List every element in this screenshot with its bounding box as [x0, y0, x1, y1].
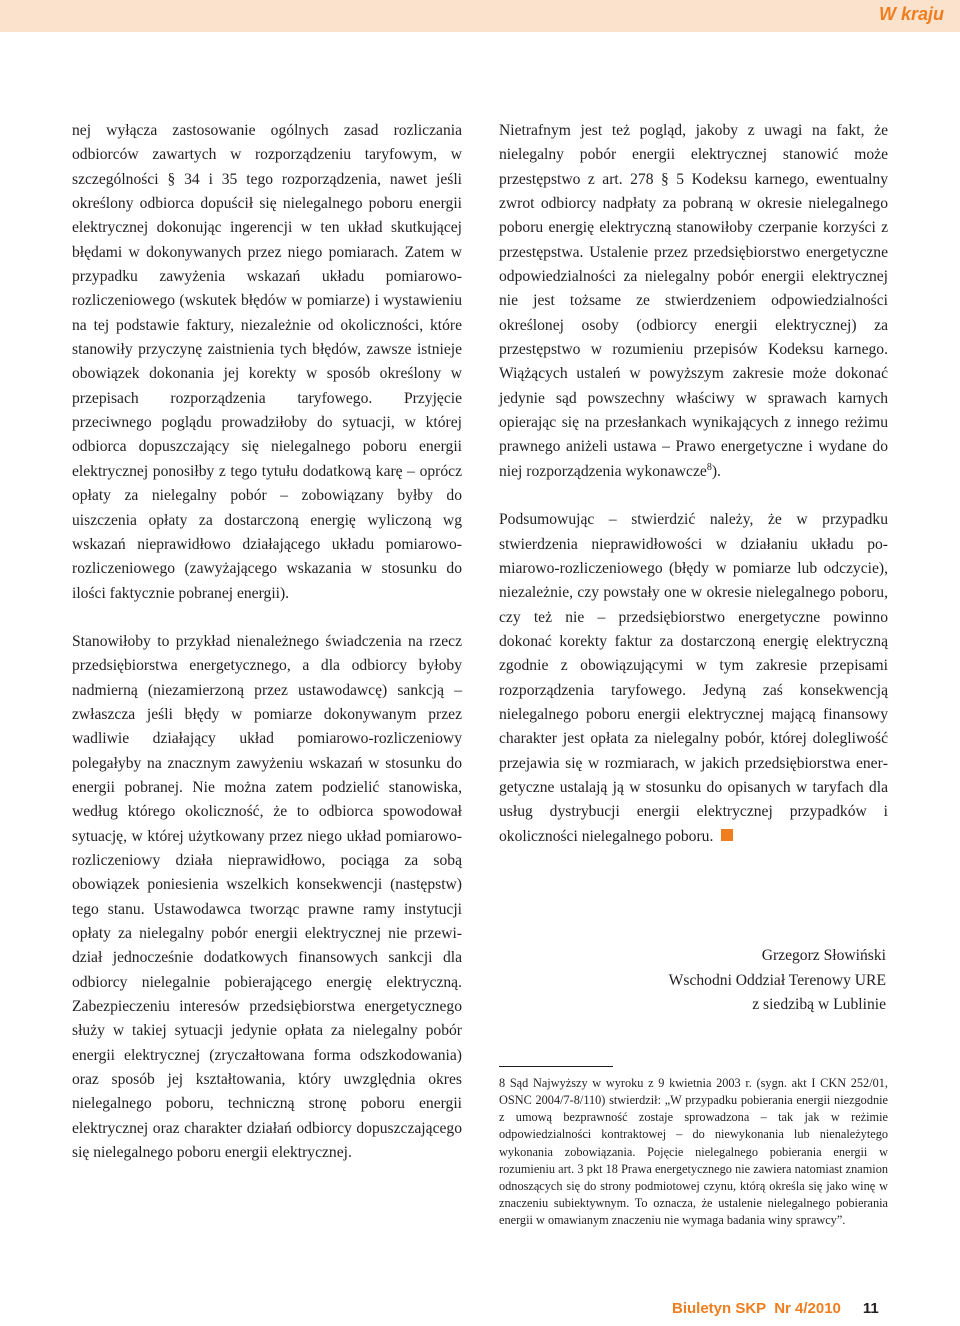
footnote-reference: 8 — [706, 461, 712, 473]
right-column — [499, 119, 888, 849]
end-of-article-square-icon — [721, 829, 733, 841]
page-footer — [672, 1300, 879, 1317]
left-column — [72, 119, 462, 1165]
paragraph-text: Podsumowując – stwierdzić należy, że w przypadku stwierdzenia nieprawidłowości w działaniu układu pomiarowo-rozliczeniowego (błędy w pomiarze lub odczycie), niezależnie, czy powstały one w okresie nielegalnego poboru, czy też nie – przedsiębiorstwo energetyczne powinno dokonać korekty faktur za dostarczoną energię elektryczną zgodnie z obowiązującymi w tym zakresie przepisami rozporządzenia taryfowego. Jedyną zaś konsekwencją nielegalnego poboru energii elektrycznej mającą finansowy charakter jest opłata za nielegalny pobór, której dolegliwość przejawia się w rozmiarach, w jakich przedsiębiorstwa energetyczne ustalają ją w stosunku do opisanych w taryfach dla usług dystrybucji energii elektrycznej przypadków i okoliczności nielegalnego poboru. — [499, 511, 888, 845]
paragraph-text: ). — [711, 462, 721, 480]
issue-number: Nr 4/2010 — [774, 1300, 841, 1317]
author-name: Grzegorz Słowiński — [761, 947, 886, 964]
section-title: W kraju — [878, 4, 944, 24]
paragraph: nej wyłącza zastosowanie ogólnych zasad rozliczania odbiorców zawartych w rozporządzeniu taryfowym, w szczególności § 34 i 35 tego rozporządzenia, nawet jeśli określony odbiorca dopuścił się nielegalnego poboru energii elektrycznej dokonując ingerencji w ten układ skutkującej błędami w dokonywanych przez niego pomiarach. Zatem w przypadku zawyżenia wskazań układu pomiarowo-rozliczeniowego (wskutek błędów w pomiarze) i wystawieniu na tej podstawie faktury, niezależnie od okoliczności, które stanowiły przyczynę zaistnienia tych błędów, zawsze istnieje obowiązek dokonania jej korekty w sposób określony w przepisach rozporządzenia taryfowego. Przyjęcie przeciwnego poglądu prowadziłoby do sytuacji, w której odbiorca dopuszczający się nielegalnego poboru energii elektrycznej ponosiłby z tego tytułu dodatkową karę – oprócz opłaty za nielegalny pobór – zobowiązany byłby do uiszczenia opłaty za dostarczoną energię wyliczoną wg wskazań nieprawidłowo działającego układu pomiarowo-rozliczeniowego (zawyżającego wskazania w stosunku do ilości faktycznie pobranej energii). — [72, 122, 462, 602]
footnote: 8 Sąd Najwyższy w wyroku z 9 kwietnia 2003 r. (sygn. akt I CKN 252/01, OSNC 2004/7-8/110) stwierdził: „W przypadku pobierania energii niezgodnie z umową bezprawność zostaje sprowadzona – tak jak w reżimie odpowiedzialności kontraktowej – do niewykonania lub nienależytego wykonania zobowiązania. Pojęcie nielegalnego pobierania energii w rozumieniu art. 3 pkt 18 Prawa energetycznego nie zawiera natomiast znamion odnoszących się do strony podmiotowej czynu, którą określa się jako winę w znaczeniu subiektywnym. To oznacza, że ustalenie nielegalnego pobierania energii w omawianym znaczeniu nie wymaga badania winy sprawcy”. — [499, 1076, 888, 1228]
paragraph-text: Nietrafnym jest też pogląd, jakoby z uwagi na fakt, że nielegalny pobór energii elektrycznej stanowić może przestępstwo z art. 278 § 5 Kodeksu karnego, ewentualny zwrot odbiorcy nadpłaty za pobraną w okresie nielegalnego poboru energię elektryczną stanowiłoby czerpanie korzyści z przestępstwa. Ustalenie przez przedsiębiorstwo energetyczne odpowiedzialności za nielegalny pobór energii elektrycznej nie jest tożsame ze stwierdzeniem odpowiedzialności określonej osoby (odbiorcy energii elektrycznej) za przestępstwo w rozumieniu przepisów Kodeksu karnego. Wiążących ustaleń w powyższym zakresie może dokonać jedynie sąd powszechny właściwy w sprawach karnych opierając się na przesłankach wynikających z innego reżimu prawnego aniżeli ustawa – Prawo energetyczne i wydane do niej rozporządzenia wykonawcze — [499, 122, 888, 480]
author-office: Wschodni Oddział Terenowy URE — [668, 971, 886, 989]
author-signature — [560, 944, 886, 1018]
header-band — [0, 0, 960, 32]
author-seat: z siedzibą w Lublinie — [752, 996, 886, 1013]
publication-name: Biuletyn SKP — [672, 1300, 767, 1317]
paragraph — [499, 508, 888, 849]
footnote-divider — [499, 1066, 613, 1067]
page-number: 11 — [862, 1300, 879, 1317]
paragraph — [499, 119, 888, 484]
paragraph: Stanowiłoby to przykład nienależnego świadczenia na rzecz przedsiębiorstwa energetycznego, a dla odbiorcy byłoby nadmierną (niezamierzoną przez ustawodawcę) sankcją – zwłaszcza jeśli błędy w pomiarze dokonywanym przez wadliwie działający układ pomiarowo-rozliczeniowy polegałyby na znacznym zawyżeniu wskazań w stosunku do energii pobranej. Nie można zatem podzielić stanowiska, według którego okoliczność, że to odbiorca spowodował sytuację, w której użytkowany przez niego układ pomiarowo-rozliczeniowy działa nieprawidłowo, pociąga za sobą obowiązek poniesienia wszelkich konsekwencji (następstw) tego stanu. Ustawodawca tworząc prawne ramy instytucji opłaty za nielegalny pobór energii elektrycznej nie przewidział jednocześnie dodatkowych finansowych sankcji dla odbiorcy nielegalnie pobierającego energię elektryczną. Zabezpieczeniu interesów przedsiębiorstwa energetycznego służy w takiej sytuacji jedynie opłata za nielegalny pobór energii elektrycznej (zryczałtowana forma odszkodowania) oraz sposób jej kształtowania, który uwzględnia okres nielegalnego poboru, techniczną stronę poboru energii elektrycznej oraz charakter działań odbiorcy dopuszczającego się nielegalnego poboru energii elektrycznej. — [72, 632, 462, 1162]
